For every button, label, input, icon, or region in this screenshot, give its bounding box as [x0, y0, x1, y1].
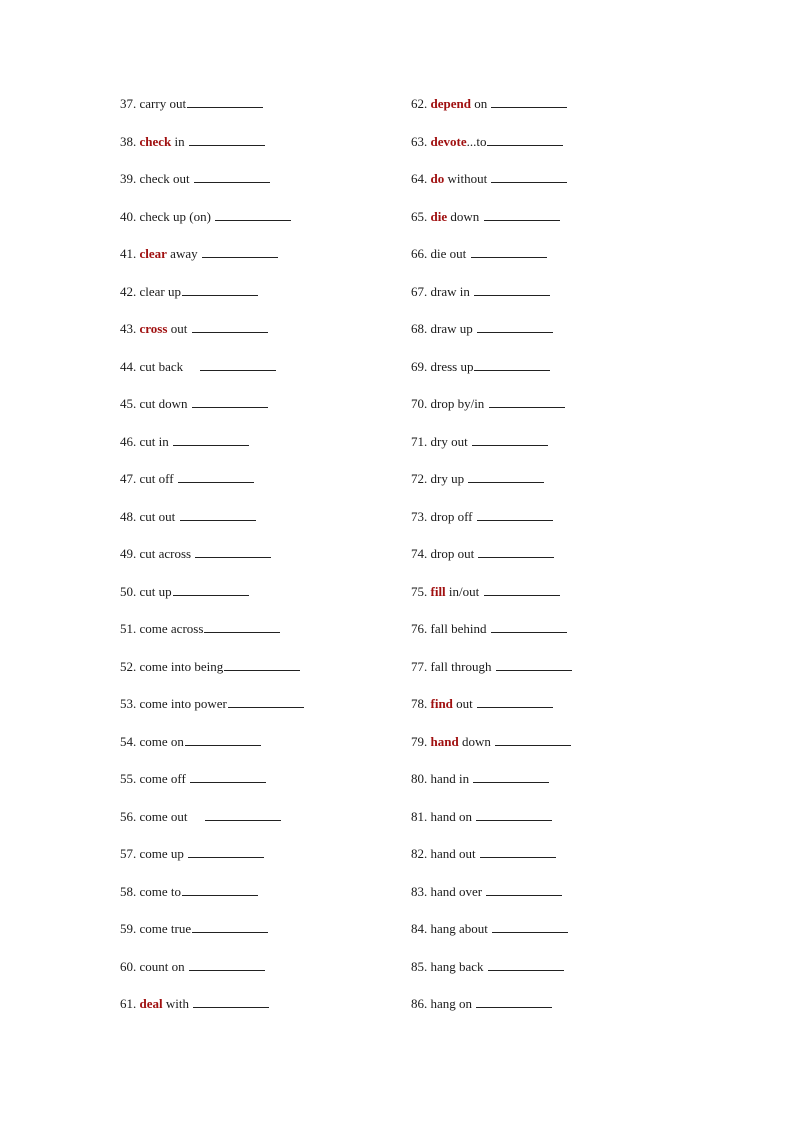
entry-number: 52. — [120, 658, 137, 674]
entry-phrase: down — [458, 733, 495, 749]
right-column — [411, 94, 572, 1032]
entry-number: 78. — [411, 696, 428, 711]
answer-blank[interactable] — [193, 995, 269, 1008]
entry-number: 85. — [411, 958, 428, 974]
entry-keyword: clear — [139, 246, 167, 261]
entry-number: 51. — [120, 621, 137, 636]
entry-number: 73. — [411, 508, 428, 524]
answer-blank[interactable] — [476, 808, 552, 821]
entry-number: 63. — [411, 133, 428, 149]
phrase-entry — [411, 657, 572, 695]
entry-phrase: come off — [136, 771, 190, 786]
phrase-entry — [120, 994, 304, 1032]
answer-blank[interactable] — [477, 320, 553, 333]
entry-phrase: drop by/in — [427, 396, 488, 411]
phrase-entry — [411, 394, 572, 432]
entry-number: 57. — [120, 846, 137, 861]
entry-phrase: hang about — [427, 921, 492, 936]
entry-keyword: fill — [430, 583, 446, 599]
answer-blank[interactable] — [491, 620, 567, 633]
entry-phrase: down — [447, 208, 483, 224]
entry-phrase: drop off — [427, 508, 476, 524]
phrase-entry — [411, 94, 572, 132]
phrase-entry — [411, 132, 572, 170]
entry-keyword: deal — [139, 996, 163, 1011]
answer-blank[interactable] — [473, 770, 549, 783]
entry-phrase: dry out — [427, 433, 471, 449]
entry-number: 84. — [411, 921, 428, 936]
phrase-entry — [411, 994, 572, 1032]
entry-phrase: out — [452, 696, 477, 711]
phrase-entry — [411, 432, 572, 470]
entry-phrase: drop out — [427, 546, 478, 561]
answer-blank[interactable] — [189, 958, 265, 971]
answer-blank[interactable] — [468, 470, 544, 483]
phrase-entry — [411, 694, 572, 732]
entry-number: 86. — [411, 996, 428, 1011]
entry-keyword: check — [139, 133, 172, 149]
entry-number: 41. — [120, 246, 137, 261]
answer-blank[interactable] — [173, 433, 249, 446]
entry-phrase: hand out — [427, 846, 479, 861]
entry-phrase: ...to — [466, 133, 487, 149]
entry-number: 38. — [120, 133, 137, 149]
phrase-entry — [120, 282, 304, 320]
entry-number: 54. — [120, 733, 137, 749]
phrase-entry — [120, 507, 304, 545]
answer-blank[interactable] — [194, 170, 270, 183]
entry-number: 39. — [120, 171, 137, 186]
entry-number: 49. — [120, 546, 137, 561]
entry-number: 83. — [411, 883, 428, 899]
answer-blank[interactable] — [491, 95, 567, 108]
phrase-entry — [411, 507, 572, 545]
answer-blank[interactable] — [472, 433, 548, 446]
phrase-entry — [411, 544, 572, 582]
entry-phrase: draw in — [427, 283, 474, 299]
entry-phrase: dry up — [427, 471, 468, 486]
left-column — [120, 94, 304, 1032]
answer-blank[interactable] — [173, 583, 249, 596]
answer-blank[interactable] — [228, 695, 304, 708]
answer-blank[interactable] — [192, 320, 268, 333]
phrase-entry — [411, 357, 572, 395]
entry-number: 65. — [411, 208, 428, 224]
entry-number: 62. — [411, 96, 428, 111]
answer-blank[interactable] — [484, 208, 560, 221]
answer-blank[interactable] — [192, 395, 268, 408]
phrase-entry — [411, 769, 572, 807]
entry-number: 59. — [120, 921, 137, 936]
answer-blank[interactable] — [195, 545, 271, 558]
entry-phrase: hang on — [427, 996, 476, 1011]
entry-phrase: die out — [427, 246, 470, 261]
entry-phrase: dress up — [427, 358, 474, 374]
entry-number: 67. — [411, 283, 428, 299]
entry-phrase: draw up — [427, 321, 476, 336]
entry-phrase: come into being — [136, 658, 224, 674]
entry-phrase: check out — [136, 171, 193, 186]
entry-phrase: come into power — [136, 696, 227, 711]
phrase-entry — [120, 94, 304, 132]
answer-blank[interactable] — [476, 995, 552, 1008]
entry-keyword: find — [430, 696, 453, 711]
entry-number: 68. — [411, 321, 428, 336]
answer-blank[interactable] — [474, 283, 550, 296]
entry-phrase: carry out — [136, 96, 187, 111]
phrase-entry — [411, 319, 572, 357]
entry-phrase: cut out — [136, 508, 179, 524]
entry-phrase: check up (on) — [136, 208, 215, 224]
entry-phrase: with — [162, 996, 193, 1011]
phrase-entry — [411, 282, 572, 320]
entry-phrase: come to — [136, 883, 182, 899]
entry-number: 40. — [120, 208, 137, 224]
answer-blank[interactable] — [477, 695, 553, 708]
entry-number: 44. — [120, 358, 137, 374]
answer-blank[interactable] — [474, 358, 550, 371]
entry-phrase: come on — [136, 733, 184, 749]
entry-phrase: cut down — [136, 396, 191, 411]
entry-number: 47. — [120, 471, 137, 486]
entry-phrase: hand in — [427, 771, 473, 786]
phrase-entry — [120, 244, 304, 282]
phrase-entry — [120, 544, 304, 582]
entry-phrase: hand over — [427, 883, 486, 899]
entry-keyword: die — [430, 208, 448, 224]
phrase-entry — [120, 732, 304, 770]
entry-number: 77. — [411, 658, 428, 674]
entry-phrase: count on — [136, 958, 188, 974]
answer-blank[interactable] — [200, 358, 276, 371]
entry-number: 74. — [411, 546, 428, 561]
entry-number: 72. — [411, 471, 428, 486]
entry-number: 58. — [120, 883, 137, 899]
phrase-entry — [120, 844, 304, 882]
entry-phrase: away — [166, 246, 201, 261]
phrase-entry — [411, 469, 572, 507]
entry-phrase: on — [470, 96, 491, 111]
phrase-entry — [120, 357, 304, 395]
entry-number: 48. — [120, 508, 137, 524]
answer-blank[interactable] — [215, 208, 291, 221]
answer-blank[interactable] — [190, 770, 266, 783]
entry-phrase: fall through — [427, 658, 495, 674]
entry-number: 37. — [120, 96, 137, 111]
entry-number: 53. — [120, 696, 137, 711]
answer-blank[interactable] — [224, 658, 300, 671]
entry-phrase: in/out — [445, 583, 483, 599]
phrase-entry — [411, 844, 572, 882]
answer-blank[interactable] — [204, 620, 280, 633]
answer-blank[interactable] — [492, 920, 568, 933]
answer-blank[interactable] — [202, 245, 278, 258]
entry-number: 46. — [120, 433, 137, 449]
answer-blank[interactable] — [180, 508, 256, 521]
answer-blank[interactable] — [489, 395, 565, 408]
entry-phrase: hang back — [427, 958, 487, 974]
entry-number: 50. — [120, 583, 137, 599]
entry-phrase: come true — [136, 921, 192, 936]
entry-number: 71. — [411, 433, 428, 449]
entry-phrase: cut back — [136, 358, 200, 374]
answer-blank[interactable] — [496, 658, 572, 671]
entry-phrase: come across — [136, 621, 204, 636]
entry-keyword: cross — [139, 321, 168, 336]
answer-blank[interactable] — [495, 733, 571, 746]
phrase-entry — [411, 957, 572, 995]
phrase-entry — [120, 432, 304, 470]
entry-number: 70. — [411, 396, 428, 411]
phrase-entry — [120, 132, 304, 170]
entry-phrase: hand on — [427, 808, 476, 824]
phrase-entry — [120, 582, 304, 620]
entry-number: 81. — [411, 808, 428, 824]
phrase-entry — [411, 244, 572, 282]
phrase-entry — [120, 694, 304, 732]
phrase-entry — [120, 769, 304, 807]
answer-blank[interactable] — [205, 808, 281, 821]
answer-blank[interactable] — [477, 508, 553, 521]
answer-blank[interactable] — [187, 95, 263, 108]
answer-blank[interactable] — [192, 920, 268, 933]
entry-number: 75. — [411, 583, 428, 599]
answer-blank[interactable] — [488, 958, 564, 971]
phrase-entry — [411, 882, 572, 920]
answer-blank[interactable] — [471, 245, 547, 258]
entry-keyword: hand — [430, 733, 459, 749]
phrase-entry — [411, 207, 572, 245]
answer-blank[interactable] — [178, 470, 254, 483]
entry-phrase: come out — [136, 808, 204, 824]
entry-number: 79. — [411, 733, 428, 749]
answer-blank[interactable] — [480, 845, 556, 858]
answer-blank[interactable] — [182, 283, 258, 296]
entry-number: 82. — [411, 846, 428, 861]
entry-number: 45. — [120, 396, 137, 411]
answer-blank[interactable] — [486, 883, 562, 896]
phrase-entry — [120, 619, 304, 657]
entry-number: 66. — [411, 246, 428, 261]
entry-number: 43. — [120, 321, 137, 336]
phrase-entry — [411, 619, 572, 657]
entry-phrase: out — [167, 321, 191, 336]
entry-number: 56. — [120, 808, 137, 824]
entry-phrase: cut across — [136, 546, 195, 561]
phrase-entry — [120, 657, 304, 695]
phrase-entry — [120, 169, 304, 207]
entry-number: 61. — [120, 996, 137, 1011]
phrase-entry — [120, 919, 304, 957]
answer-blank[interactable] — [189, 133, 265, 146]
answer-blank[interactable] — [478, 545, 554, 558]
entry-phrase: fall behind — [427, 621, 490, 636]
answer-blank[interactable] — [188, 845, 264, 858]
answer-blank[interactable] — [182, 883, 258, 896]
entry-number: 76. — [411, 621, 428, 636]
entry-number: 55. — [120, 771, 137, 786]
entry-phrase: come up — [136, 846, 188, 861]
answer-blank[interactable] — [185, 733, 261, 746]
entry-phrase: cut in — [136, 433, 172, 449]
phrase-entry — [120, 394, 304, 432]
answer-blank[interactable] — [491, 170, 567, 183]
phrase-entry — [120, 957, 304, 995]
entry-phrase: in — [171, 133, 188, 149]
entry-keyword: do — [430, 171, 445, 186]
phrase-entry — [120, 319, 304, 357]
entry-number: 69. — [411, 358, 428, 374]
phrase-entry — [120, 807, 304, 845]
phrase-entry — [120, 207, 304, 245]
phrase-entry — [120, 469, 304, 507]
entry-number: 64. — [411, 171, 428, 186]
entry-phrase: without — [444, 171, 491, 186]
entry-keyword: depend — [430, 96, 471, 111]
entry-keyword: devote — [430, 133, 467, 149]
phrase-entry — [411, 582, 572, 620]
entry-number: 80. — [411, 771, 428, 786]
phrase-entry — [411, 807, 572, 845]
phrase-entry — [411, 919, 572, 957]
entry-number: 60. — [120, 958, 137, 974]
entry-number: 42. — [120, 283, 137, 299]
entry-phrase: cut off — [136, 471, 177, 486]
phrase-entry — [120, 882, 304, 920]
answer-blank[interactable] — [487, 133, 563, 146]
entry-phrase: clear up — [136, 283, 182, 299]
phrase-entry — [411, 732, 572, 770]
entry-phrase: cut up — [136, 583, 172, 599]
phrase-entry — [411, 169, 572, 207]
answer-blank[interactable] — [484, 583, 560, 596]
